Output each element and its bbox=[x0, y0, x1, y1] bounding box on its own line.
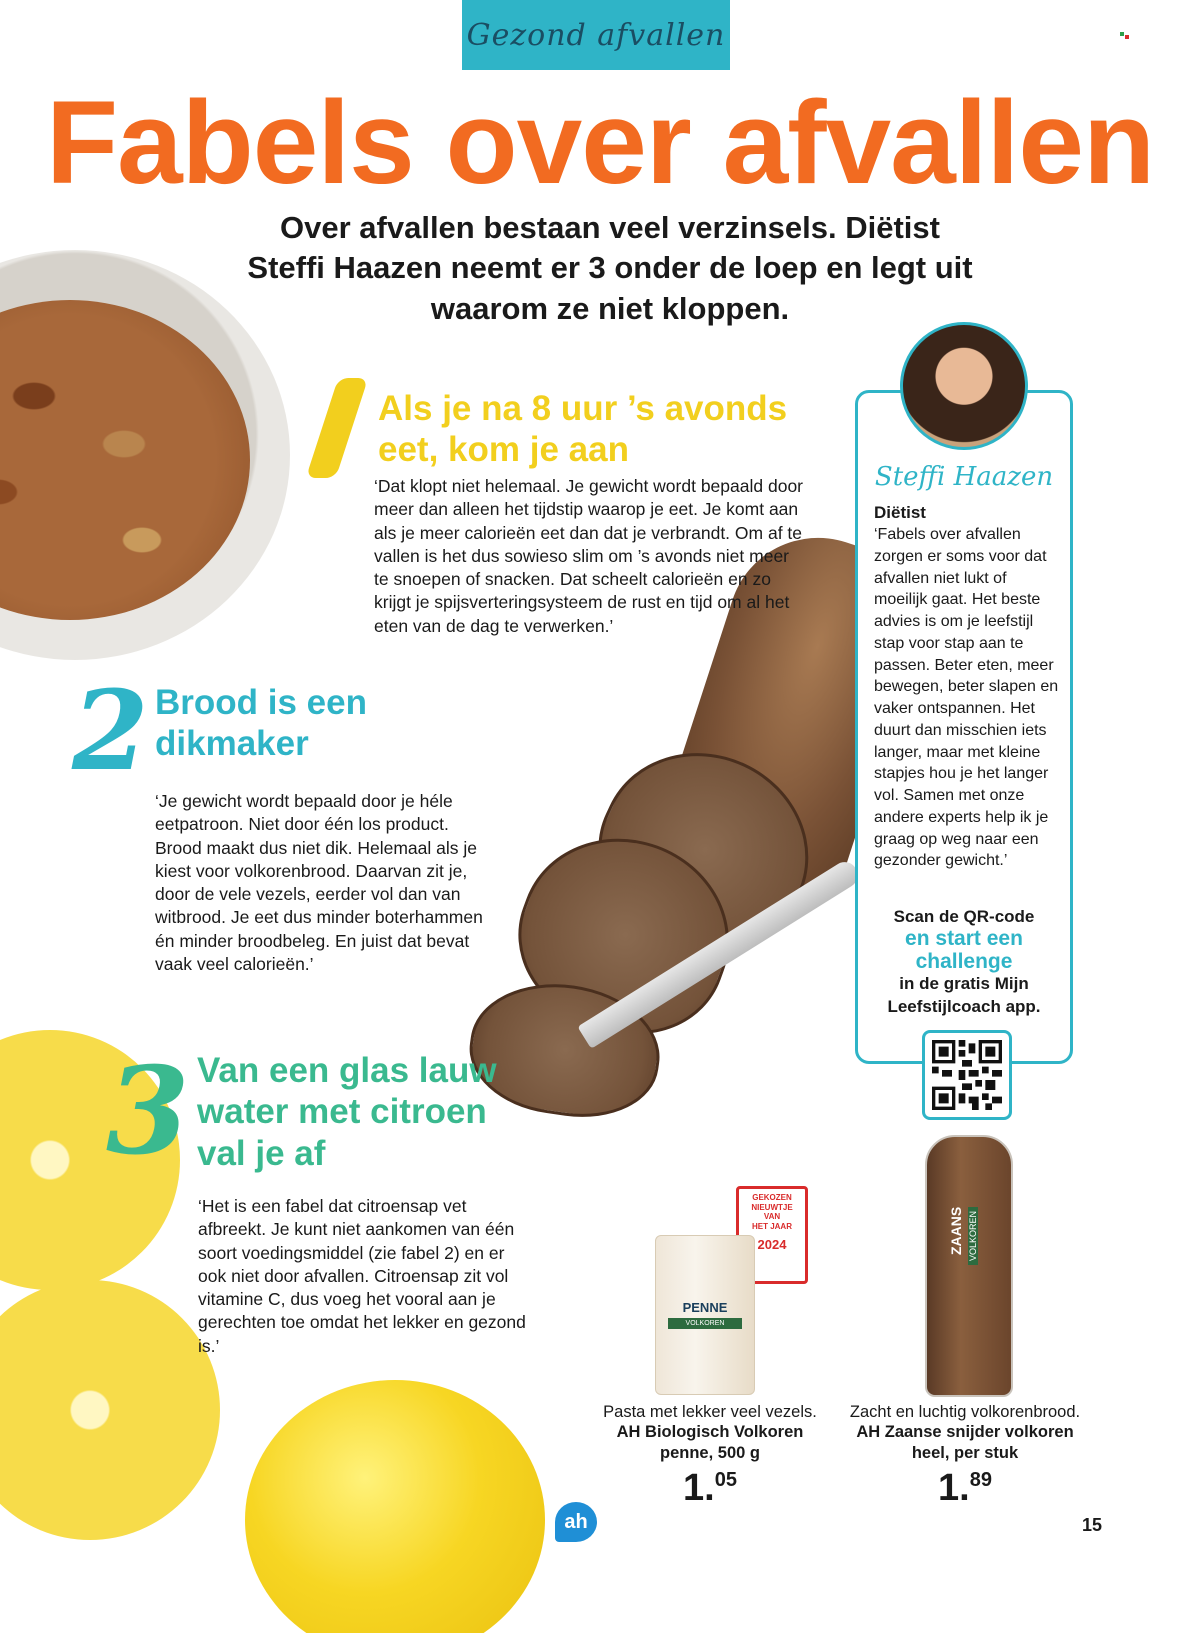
fable-number-1-graphic bbox=[306, 378, 368, 478]
pasta-package-image bbox=[655, 1235, 755, 1395]
product-name: AH Biologisch Volkoren penne, 500 g bbox=[616, 1423, 804, 1463]
fable-1-body: ‘Dat klopt niet helemaal. Je gewicht wordt bepaald door meer dan alleen het tijdstip waarop je eet. Je komt aan als je meer calorieën eet dan dat je verbrandt. Om af te vallen is het dus sowieso slim om ’s avonds niet meer te snoepen of snacken. Dat scheelt calorieën en zo krijgt je spijsverteringsysteem de rust en tijd om al het eten van de dag te verwerken.’ bbox=[374, 476, 803, 636]
cta-line-2: en start een challenge bbox=[905, 927, 1023, 973]
bread-package-image bbox=[925, 1135, 1013, 1397]
fable-2-title: Brood is een dikmaker bbox=[155, 683, 367, 764]
albert-heijn-logo-icon bbox=[555, 1502, 597, 1542]
qr-code-icon[interactable] bbox=[922, 1030, 1012, 1120]
intro-text: Over afvallen bestaan veel verzinsels. Diëtist Steffi Haazen neemt er 3 onder de loep en legt uit waarom ze niet kloppen. bbox=[247, 210, 973, 326]
pasta-pack-sub: VOLKOREN bbox=[668, 1318, 742, 1329]
bread-pack-sub: VOLKOREN bbox=[968, 1207, 978, 1265]
fable-number-3: 3 bbox=[106, 1041, 190, 1182]
pasta-pack-label: PENNE bbox=[682, 1300, 728, 1315]
badge-line: HET JAAR bbox=[751, 1221, 792, 1231]
product-bread[interactable] bbox=[845, 1403, 1085, 1510]
product-name: AH Zaanse snijder volkoren heel, per stuk bbox=[856, 1423, 1074, 1463]
expert-avatar bbox=[900, 322, 1028, 450]
product-pasta[interactable] bbox=[600, 1403, 820, 1510]
logo-text: ah bbox=[564, 1510, 588, 1533]
fable-2-body: ‘Je gewicht wordt bepaald door je héle eetpatroon. Niet door één los product. Brood maakt dus niet dik. Helemaal als je kiest voor volkorenbrood. Daarvan zit je, door de vele vezels, eerder vol dan van witbrood. Je eet dus minder boterhammen én minder broodbeleg. En juist dat bevat vaak veel calorieën.’ bbox=[155, 791, 483, 974]
expert-role: Diëtist bbox=[874, 503, 926, 522]
product-description: Pasta met lekker veel vezels. bbox=[603, 1403, 817, 1421]
fable-number-2: 2 bbox=[72, 666, 149, 795]
cta-line-1: Scan de QR-code bbox=[893, 907, 1035, 926]
badge-line: NIEUWTJE bbox=[751, 1202, 793, 1212]
page-title: Fabels over afvallen bbox=[45, 77, 1155, 209]
qr-code-pattern bbox=[932, 1040, 1002, 1110]
badge-year: 2024 bbox=[757, 1237, 787, 1253]
price-decimal: 05 bbox=[714, 1468, 737, 1491]
fable-3-body: ‘Het is een fabel dat citroensap vet afbreekt. Je kunt niet aankomen van één soort voedingsmiddel (zie fabel 2) en er ook niet door afvallen. Citroensap zit vol vitamine C, dus voeg het vooral aan je gerechten toe omdat het lekker en gezond is.’ bbox=[198, 1196, 526, 1356]
fable-3-title: Van een glas lauw water met citroen val je af bbox=[197, 1051, 497, 1173]
whole-lemon-image bbox=[245, 1380, 545, 1633]
price-decimal: 89 bbox=[969, 1468, 992, 1491]
price-integer: 1. bbox=[683, 1466, 715, 1509]
badge-line: VAN bbox=[763, 1212, 781, 1222]
product-price bbox=[845, 1467, 1085, 1510]
price-integer: 1. bbox=[938, 1466, 970, 1509]
bread-pack-label: ZAANS bbox=[948, 1206, 964, 1255]
corner-mark-icon bbox=[1120, 32, 1130, 40]
section-tag: Gezond afvallen bbox=[462, 0, 730, 70]
app-cta bbox=[855, 906, 1073, 1018]
badge-line: GEKOZEN bbox=[752, 1193, 792, 1202]
expert-quote: ‘Fabels over afvallen zorgen er soms voor dat afvallen niet lukt of moeilijk gaat. Het beste advies is om je leefstijl stap voor stap aan te passen. Beter eten, meer bewegen, beter slapen en vaker ontspannen. Het duurt dan misschien iets langer, maar met kleine stapjes hou je het langer vol. Samen met onze andere experts help ik je graag op weg naar een gezonder gewicht.’ bbox=[874, 526, 1059, 870]
cta-line-3: in de gratis Mijn Leefstijlcoach app. bbox=[887, 974, 1041, 1016]
expert-name: Steffi Haazen bbox=[874, 462, 1054, 492]
page-number: 15 bbox=[1082, 1515, 1103, 1535]
fable-1-title: Als je na 8 uur ’s avonds eet, kom je aan bbox=[378, 389, 788, 470]
lemon-half-image bbox=[0, 1280, 220, 1540]
product-price bbox=[600, 1467, 820, 1510]
product-description: Zacht en luchtig volkorenbrood. bbox=[849, 1403, 1081, 1421]
